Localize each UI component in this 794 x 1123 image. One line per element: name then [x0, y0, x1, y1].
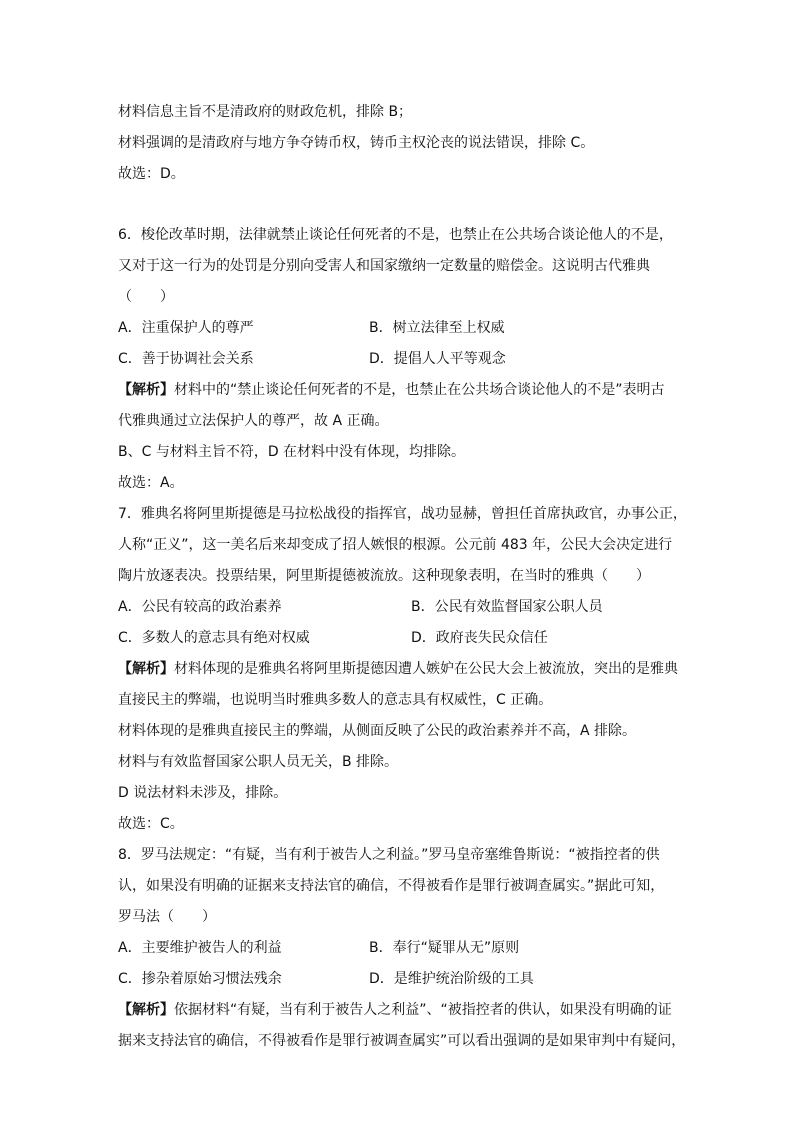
q6-option-d: D．提倡人人平等观念 — [369, 351, 506, 367]
q7-answer: 故选：C。 — [118, 816, 184, 832]
analysis-tag: 【解析】 — [118, 661, 174, 677]
q6-option-b: B．树立法律至上权威 — [369, 320, 505, 336]
question-7-line: 陶片放逐表决。投票结果，阿里斯提德被流放。这种现象表明，在当时的雅典（ ） — [118, 568, 650, 584]
text-line: 材料强调的是清政府与地方争夺铸币权，铸币主权沦丧的说法错误，排除 C。 — [118, 135, 595, 151]
question-8-line: 认，如果没有明确的证据来支持法官的确信，不得被看作是罪行被调查属实。”据此可知， — [118, 878, 665, 894]
q6-answer: 故选：A。 — [118, 475, 184, 491]
q6-option-a: A．注重保护人的尊严 — [118, 320, 254, 336]
q7-analysis-line: 直接民主的弊端，也说明当时雅典多数人的意志具有权威性，C 正确。 — [118, 692, 553, 708]
q7-option-c: C．多数人的意志具有绝对权威 — [118, 630, 310, 646]
q8-option-a: A．主要维护被告人的利益 — [118, 940, 282, 956]
answer-line: 故选：D。 — [118, 166, 185, 182]
q8-analysis-line — [118, 1000, 678, 1020]
q8-option-d: D．是维护统治阶级的工具 — [369, 971, 534, 987]
analysis-tag: 【解析】 — [118, 1002, 174, 1018]
question-6-line: 6．梭伦改革时期，法律就禁止谈论任何死者的不是，也禁止在公共场合谈论他人的不是， — [118, 227, 673, 243]
q6-option-c: C．善于协调社会关系 — [118, 351, 254, 367]
q8-option-c: C．掺杂着原始习惯法残余 — [118, 971, 282, 987]
text-line: 材料信息主旨不是清政府的财政危机，排除 B； — [118, 104, 413, 120]
q7-option-a: A．公民有较高的政治素养 — [118, 599, 282, 615]
question-7-line: 人称“正义”，这一美名后来却变成了招人嫉恨的根源。公元前 483 年，公民大会决定进行 — [118, 537, 673, 553]
analysis-text: 材料中的“禁止谈论任何死者的不是，也禁止在公共场合谈论他人的不是”表明古 — [174, 382, 665, 398]
question-8-blank: 罗马法（ ） — [118, 909, 216, 925]
q7-analysis-line: 材料与有效监督国家公职人员无关，B 排除。 — [118, 754, 399, 770]
question-6-blank: （ ） — [118, 289, 174, 305]
question-8-line: 8．罗马法规定：“有疑，当有利于被告人之利益。”罗马皇帝塞维鲁斯说：“被指控者的供 — [118, 847, 660, 863]
q7-option-d: D．政府丧失民众信任 — [411, 630, 548, 646]
q8-option-b: B．奉行“疑罪从无”原则 — [369, 940, 520, 956]
q7-analysis-line: D 说法材料未涉及，排除。 — [118, 785, 288, 801]
q6-analysis-line — [118, 380, 678, 400]
q8-analysis-line: 据来支持法官的确信，不得被看作是罪行被调查属实”可以看出强调的是如果审判中有疑问， — [118, 1033, 686, 1049]
q7-option-b: B．公民有效监督国家公职人员 — [411, 599, 603, 615]
analysis-text: 材料体现的是雅典名将阿里斯提德因遭人嫉妒在公民大会上被流放，突出的是雅典 — [174, 661, 678, 677]
q7-analysis-line: 材料体现的是雅典直接民主的弊端，从侧面反映了公民的政治素养并不高，A 排除。 — [118, 723, 637, 739]
question-7-line: 7．雅典名将阿里斯提德是马拉松战役的指挥官，战功显赫，曾担任首席执政官，办事公正， — [118, 506, 687, 522]
analysis-tag: 【解析】 — [118, 382, 174, 398]
q6-analysis-line: B、C 与材料主旨不符，D 在材料中没有体现，均排除。 — [118, 444, 466, 460]
q7-analysis-line — [118, 659, 678, 679]
q6-analysis-line: 代雅典通过立法保护人的尊严，故 A 正确。 — [118, 413, 389, 429]
question-6-line: 又对于这一行为的处罚是分别向受害人和国家缴纳一定数量的赔偿金。这说明古代雅典 — [118, 258, 650, 274]
analysis-text: 依据材料“有疑，当有利于被告人之利益”、“被指控者的供认，如果没有明确的证 — [174, 1002, 672, 1018]
